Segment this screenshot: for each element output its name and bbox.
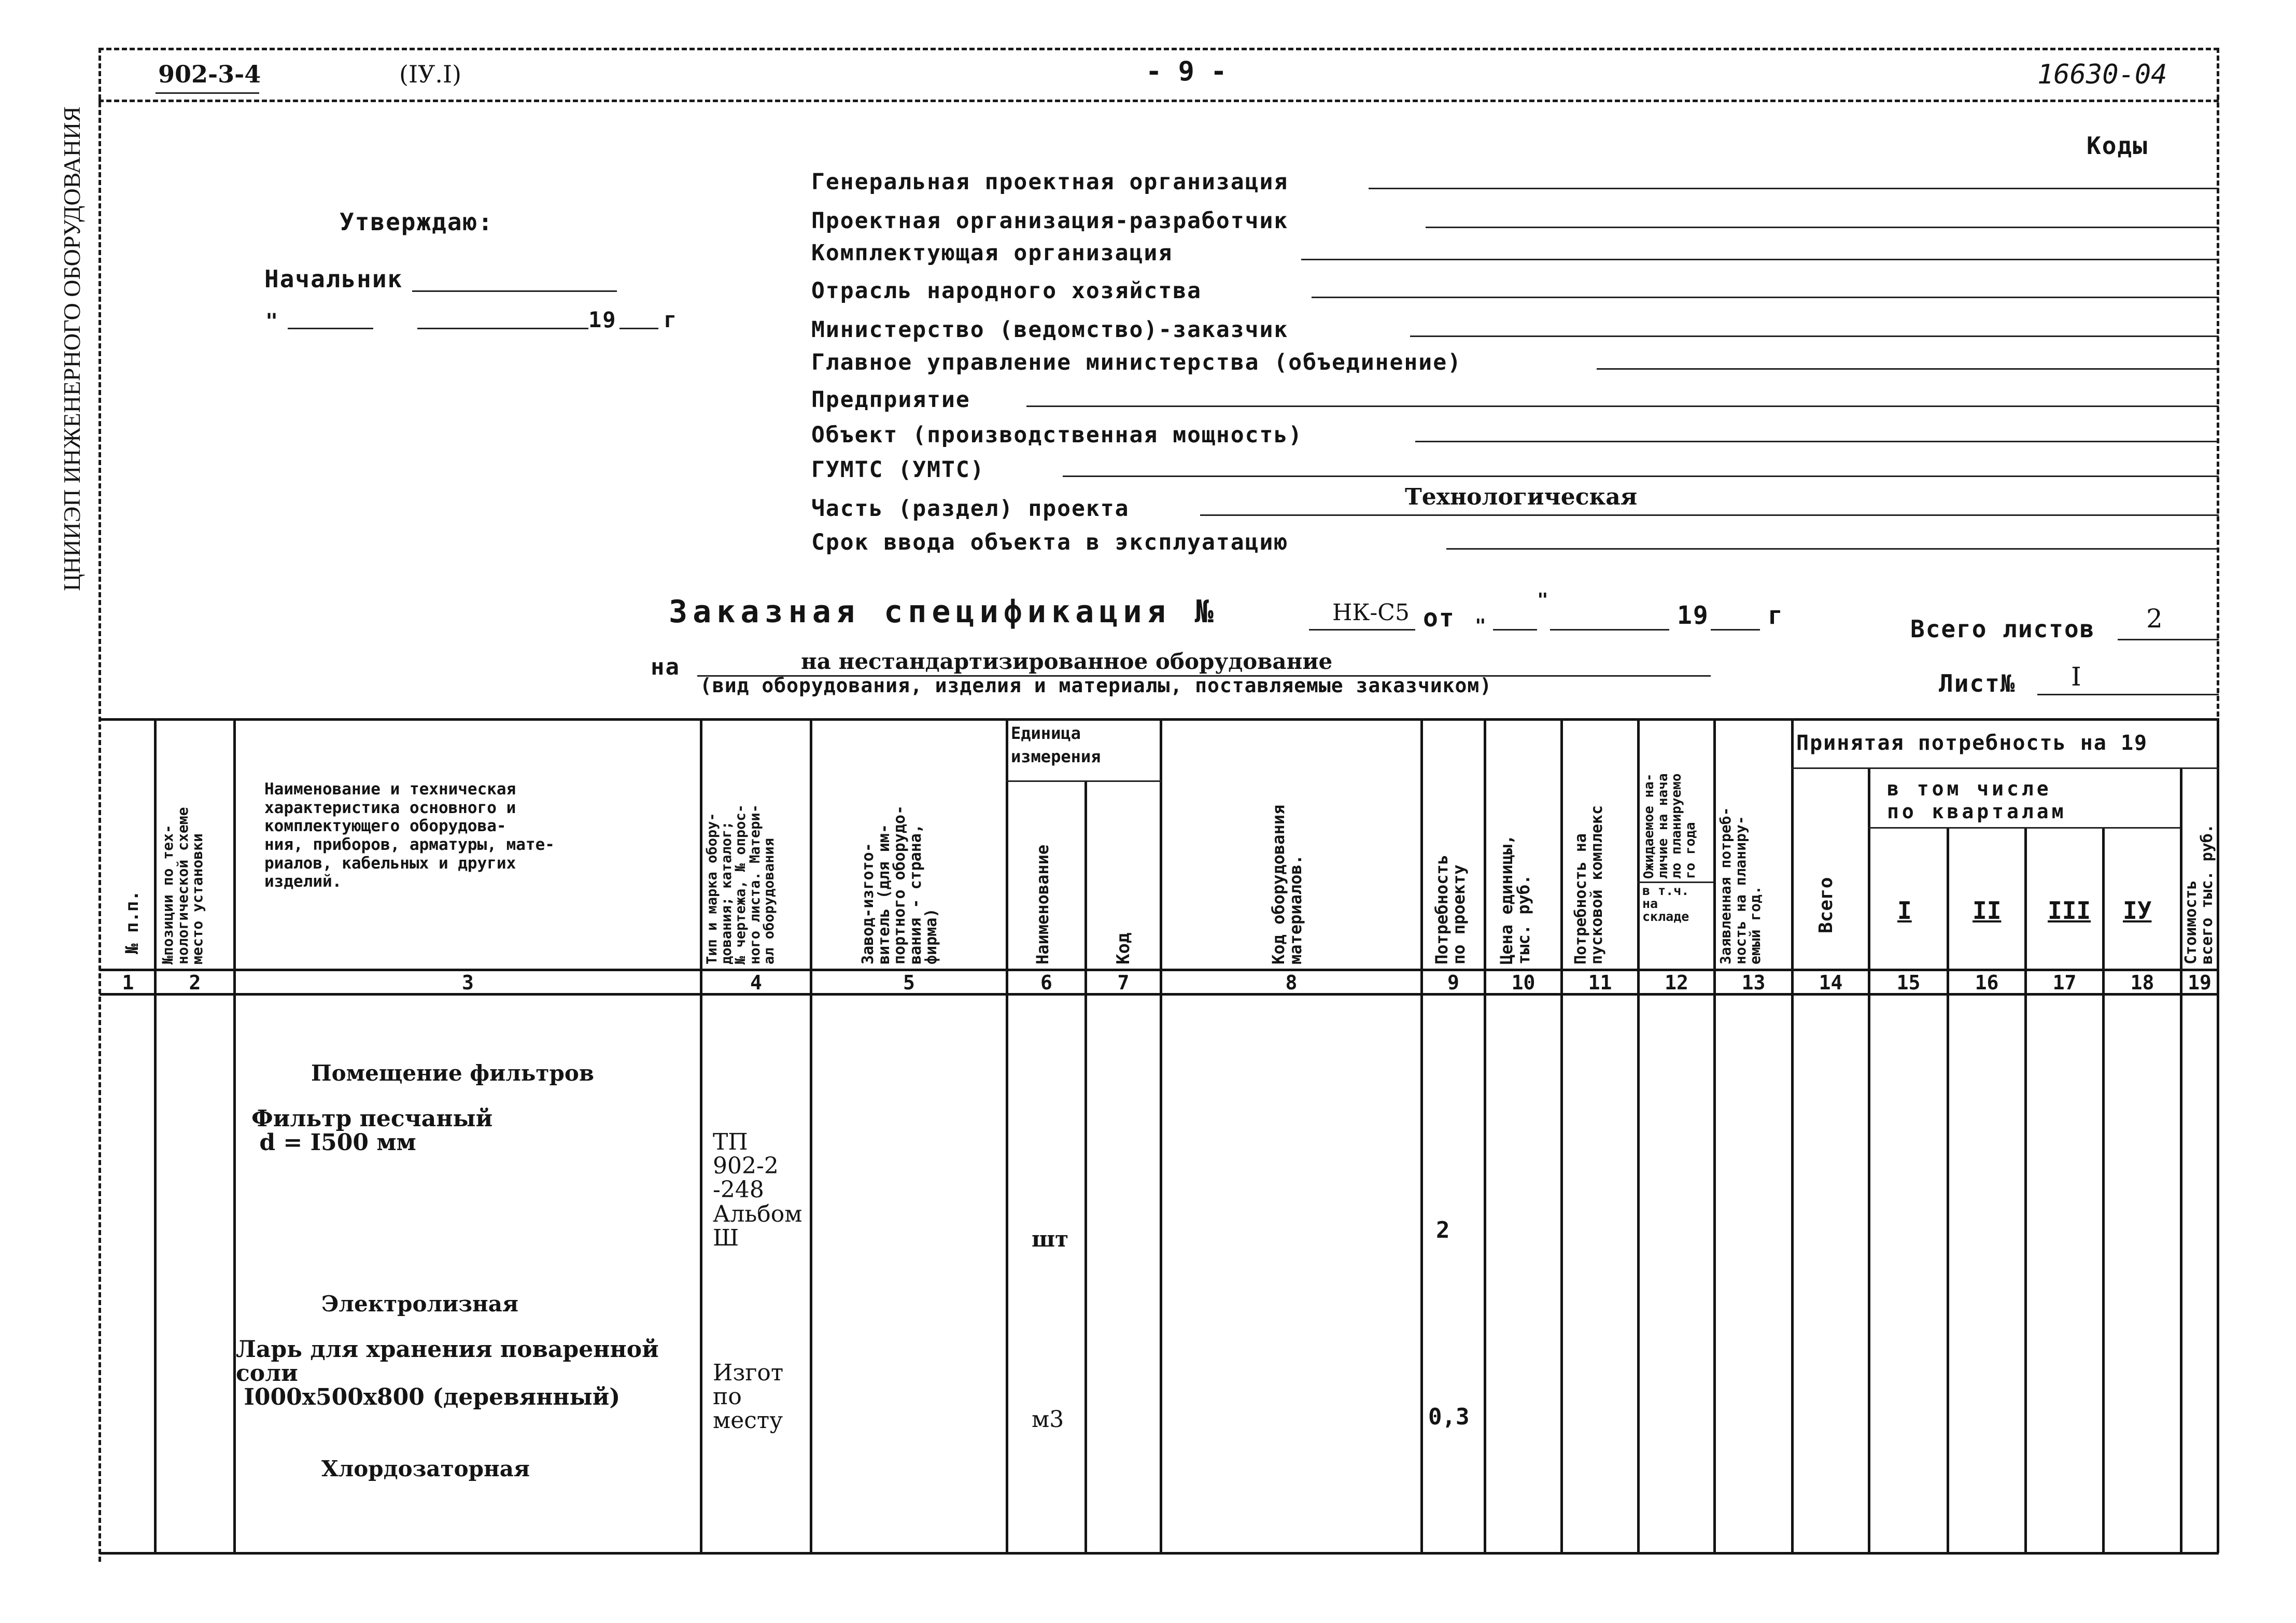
col-line — [1560, 718, 1563, 1553]
org-field-label: Министерство (ведомство)-заказчик — [811, 317, 1289, 343]
doc-number: 16630-04 — [2037, 59, 2167, 90]
col-header-6: Наименование — [1033, 844, 1052, 964]
col-number: 17 — [2052, 971, 2077, 994]
col-number: 5 — [903, 971, 915, 994]
org-field-line — [1410, 335, 2219, 337]
table-row-type: ТП 902-2 -248 Альбом Ш — [713, 1129, 802, 1251]
issue-code: (IУ.I) — [399, 60, 462, 88]
col-header-14: Всего — [1815, 877, 1837, 933]
org-field-line — [1597, 368, 2219, 370]
table-row-section: Хлордозаторная — [321, 1456, 530, 1481]
org-field-label: Предприятие — [811, 387, 970, 413]
col-line — [1420, 718, 1423, 1553]
table-row-qty: 2 — [1436, 1217, 1450, 1243]
table-row-unit: м3 — [1032, 1406, 1064, 1433]
accepted-group-line — [1791, 767, 2219, 769]
col-header-2: №позиции по тех- нологической схеме место установки — [159, 807, 206, 964]
col-header-9: Потребность по проекту — [1432, 855, 1469, 964]
col-number: 13 — [1741, 971, 1766, 994]
org-field-label: Часть (раздел) проекта — [811, 496, 1130, 522]
org-field-line — [1301, 259, 2219, 260]
quarter-group-line — [1868, 827, 2180, 829]
chief-line — [412, 290, 617, 292]
table-row-qty: 0,3 — [1428, 1404, 1470, 1430]
col-header-11: Потребность на пусковой комплекс — [1572, 805, 1606, 964]
table-bottom — [100, 1552, 2219, 1555]
org-field-label: ГУМТС (УМТС) — [811, 457, 985, 483]
col-header-7: Код — [1113, 932, 1134, 964]
table-row-section: Помещение фильтров — [311, 1060, 595, 1086]
org-field-label: Генеральная проектная организация — [811, 169, 1289, 195]
spec-close-quote: " — [1537, 590, 1550, 611]
org-field-label: Главное управление министерства (объединение) — [811, 349, 1462, 375]
frame-right — [2217, 48, 2219, 717]
org-field-label: Комплектующая организация — [811, 240, 1173, 266]
col-number: 10 — [1511, 971, 1536, 994]
col-header-18: IУ — [2123, 897, 2152, 925]
sheet-label: Лист№ — [1939, 669, 2016, 697]
col-number: 6 — [1040, 971, 1052, 994]
col-line — [1084, 780, 1087, 1553]
series-underline — [156, 92, 259, 94]
approval-chief: Начальник — [264, 265, 403, 293]
org-field-label: Объект (производственная мощность) — [811, 422, 1303, 448]
spec-from: от — [1423, 604, 1455, 633]
col-number: 8 — [1285, 971, 1298, 994]
col-header-8: Код оборудования материалов. — [1269, 804, 1305, 964]
col-number: 7 — [1117, 971, 1130, 994]
org-field-line — [1446, 548, 2219, 550]
table-row-name: Фильтр песчаный d = I500 мм — [251, 1106, 493, 1156]
year-line — [619, 328, 658, 329]
total-sheets: 2 — [2146, 604, 2163, 634]
col-header-12b: в т.ч. на складе — [1642, 883, 1689, 924]
spec-subject-note: (вид оборудования, изделия и материалы, поставляемые заказчиком) — [700, 674, 1492, 697]
spec-year-line — [1711, 629, 1760, 631]
total-sheets-line — [2118, 639, 2219, 640]
spec-g: г — [1768, 601, 1784, 630]
col-header-19: Стоимость всего тыс. руб. — [2182, 824, 2216, 964]
col-line — [233, 718, 236, 1553]
col-header-4: Тип и марка обору- дования; каталог; № чертежа, № опрос- ного листа. Матери- ал оборудования — [704, 804, 778, 964]
table-row-unit: шт — [1032, 1226, 1069, 1252]
col-line-right — [2217, 718, 2219, 1553]
spec-na: на — [651, 654, 680, 680]
spec-year: 19 — [1677, 601, 1709, 630]
org-field-line — [1426, 227, 2219, 228]
org-field-line — [1369, 188, 2219, 189]
series-code: 902-3-4 — [158, 60, 261, 88]
spec-subject: на нестандартизированное оборудование — [801, 649, 1333, 674]
unit-group-line — [1006, 780, 1161, 782]
col-line — [2024, 827, 2027, 1553]
approval-year: 19 — [588, 307, 617, 332]
col-number: 11 — [1588, 971, 1612, 994]
col-line — [154, 718, 157, 1553]
spec-number: НК-С5 — [1332, 599, 1410, 626]
col-line — [1160, 718, 1162, 1553]
col-header-15: I — [1897, 897, 1912, 925]
month-line — [417, 328, 588, 329]
col-line — [1484, 718, 1486, 1553]
spec-title: Заказная спецификация № — [669, 594, 1219, 630]
org-field-label: Отрасль народного хозяйства — [811, 278, 1202, 304]
col-line — [1713, 718, 1716, 1553]
table-row-name: Ларь для хранения поваренной соли I000x500x800 (деревянный) — [236, 1336, 659, 1411]
col-number: 3 — [462, 971, 474, 994]
col-number: 16 — [1975, 971, 1999, 994]
table-top-line — [100, 718, 2219, 721]
col-header-3: Наименование и техническая характеристика основного и комплектующего оборудова- ния, приборов, арматуры, мате- риалов, кабельных и другиx изделий. — [264, 780, 555, 891]
accepted-label: Принятая потребность на 19 — [1796, 731, 2148, 755]
org-field-line — [1312, 297, 2219, 298]
col-header-10: Цена единицы, тыс. руб. — [1497, 834, 1533, 964]
frame-top — [98, 48, 2219, 50]
org-field-label: Срок ввода объекта в эксплуатацию — [811, 529, 1289, 555]
col-header-1: № п.п. — [122, 890, 143, 954]
col-line — [2102, 827, 2105, 1553]
spec-number-line — [1309, 629, 1415, 631]
frame-header-line — [98, 100, 2219, 102]
org-field-line — [1415, 441, 2219, 442]
org-field-line — [1200, 514, 2219, 516]
col-number: 4 — [750, 971, 762, 994]
table-row-section: Электролизная — [321, 1291, 519, 1317]
col-line — [1791, 718, 1794, 1553]
org-field-line — [1026, 405, 2219, 407]
col-number: 18 — [2130, 971, 2154, 994]
spec-open-quote: " — [1475, 615, 1487, 637]
frame-left — [98, 48, 101, 1562]
col-header-17: III — [2048, 897, 2091, 925]
day-line — [288, 328, 373, 329]
col-number: 2 — [189, 971, 201, 994]
col-number: 1 — [122, 971, 134, 994]
col-number: 19 — [2188, 971, 2212, 994]
page-number: - 9 - — [1146, 56, 1227, 87]
sheet-number: I — [2071, 662, 2081, 692]
col-header-16: II — [1973, 897, 2002, 925]
col-number: 12 — [1665, 971, 1688, 994]
col-line — [1947, 827, 1949, 1553]
project-part-value: Технологическая — [1405, 484, 1638, 510]
col-line — [1868, 767, 1870, 1553]
approval-title: Утверждаю: — [340, 208, 494, 236]
sidebar-org: ЦНИИЭП ИНЖЕНЕРНОГО ОБОРУДОВАНИЯ — [59, 106, 85, 591]
col-header-13: Заявленная потреб- ность на планиру- емый год. — [1717, 807, 1764, 964]
total-sheets-label: Всего листов — [1910, 615, 2095, 643]
table-row-type: Изгот по месту — [713, 1360, 784, 1434]
codes-label: Коды — [2087, 132, 2148, 160]
col-number: 14 — [1819, 971, 1843, 994]
approval-quote: " — [265, 310, 279, 333]
col-line — [700, 718, 702, 1553]
col-line — [810, 718, 812, 1553]
spec-day-line — [1493, 629, 1537, 631]
spec-month-line — [1550, 629, 1669, 631]
quarters-group-label: в том числе по кварталам — [1887, 777, 2067, 823]
col-line — [1637, 718, 1640, 1553]
col-header-12: Ожидаемое на- личие на нача ло планируемо го года — [1641, 773, 1698, 879]
org-field-line — [1063, 475, 2219, 477]
col-number: 9 — [1447, 971, 1459, 994]
sheet-line — [2037, 694, 2219, 695]
unit-group-label: Единица измерения — [1011, 723, 1101, 766]
col-header-5: Завод-изгото- витель (для им- портного оборудо- вания - страна, фирма) — [859, 805, 941, 964]
approval-g: г — [664, 307, 678, 332]
org-field-label: Проектная организация-разработчик — [811, 208, 1289, 234]
col-line — [1006, 718, 1008, 1553]
col-number: 15 — [1896, 971, 1921, 994]
